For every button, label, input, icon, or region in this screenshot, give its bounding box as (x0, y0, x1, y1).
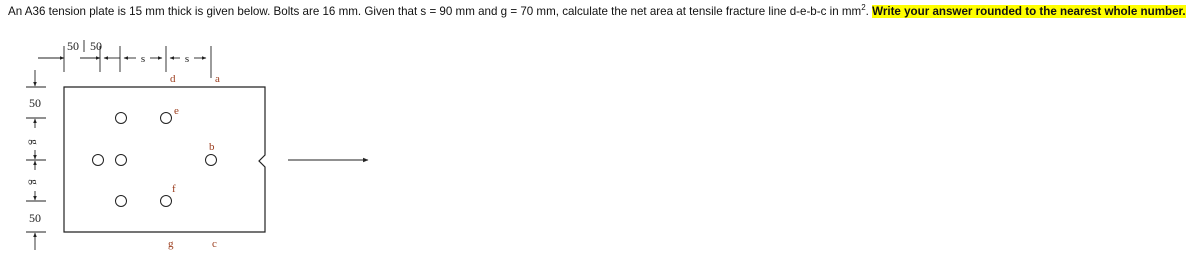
bolt-hole-row1-col2 (116, 113, 127, 124)
bolt-hole-e (161, 113, 172, 124)
point-label-g: g (168, 238, 174, 250)
question-body: An A36 tension plate is 15 mm thick is given below. Bolts are 16 mm. Given that s = 90 mm and g = 70 mm, calculate the net area at tensile fracture line d-e-b-c in mm (8, 5, 862, 18)
bolt-holes (93, 113, 217, 207)
answer-instruction-highlight: Write your answer rounded to the nearest whole number. (872, 5, 1186, 18)
point-label-b: b (209, 141, 215, 153)
point-label-e: e (174, 105, 179, 117)
side-dim-g1: g (28, 139, 40, 145)
point-label-a: a (215, 73, 220, 85)
side-dim-bottom: 50 (29, 211, 41, 225)
bolt-hole-row2-col1 (93, 155, 104, 166)
spacing-label-s2: s (184, 53, 190, 65)
point-label-c: c (212, 238, 217, 250)
bolt-hole-row2-col2 (116, 155, 127, 166)
bolt-hole-b (206, 155, 217, 166)
point-label-f: f (172, 183, 176, 195)
spacing-label-s1: s (140, 53, 146, 65)
bolt-hole-f (161, 196, 172, 207)
point-label-d: d (170, 73, 176, 85)
side-dim-g2: g (28, 179, 40, 185)
question-unit-superscript: 2 (861, 3, 866, 13)
top-dim-left: 50 (67, 39, 79, 53)
top-dim-right: 50 (90, 39, 102, 53)
question-period: . (865, 5, 873, 18)
side-dim-top: 50 (29, 96, 41, 110)
bolt-hole-row3-col2 (116, 196, 127, 207)
